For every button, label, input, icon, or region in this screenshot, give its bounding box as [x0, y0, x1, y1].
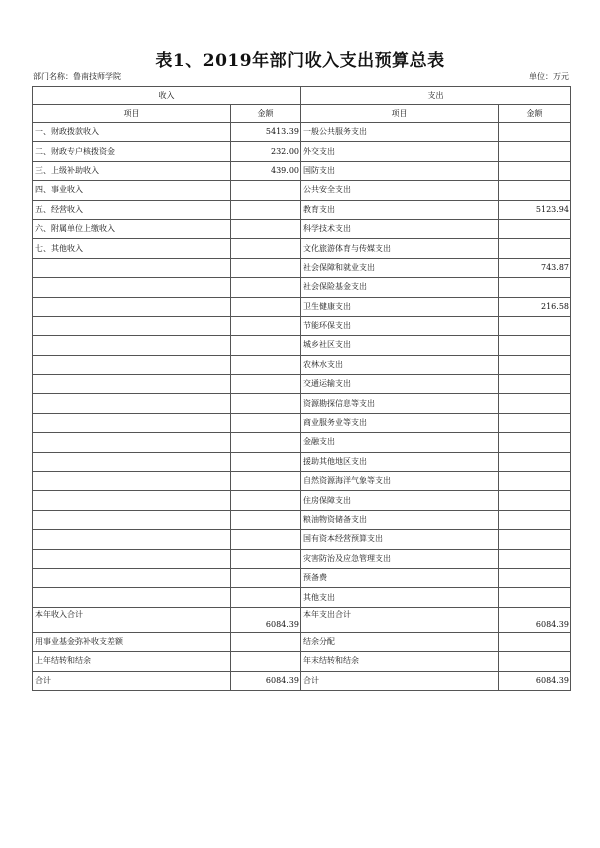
income-item-cell: 二、财政专户核拨资金 — [33, 142, 231, 161]
table-row — [33, 161, 571, 180]
expense-item-cell: 合计 — [301, 671, 499, 690]
expense-amount-cell — [499, 510, 571, 529]
table-row — [33, 278, 571, 297]
expense-item-cell: 住房保障支出 — [301, 491, 499, 510]
income-item-cell — [33, 452, 231, 471]
income-amount-cell — [231, 588, 301, 607]
expense-item-cell: 国防支出 — [301, 161, 499, 180]
expense-item-cell: 国有资本经营预算支出 — [301, 530, 499, 549]
income-amount-cell — [231, 355, 301, 374]
income-amount-cell — [231, 258, 301, 277]
expense-item-cell: 预备费 — [301, 568, 499, 587]
table-row — [33, 258, 571, 277]
table-row — [33, 239, 571, 258]
expense-item-cell: 自然资源海洋气象等支出 — [301, 472, 499, 491]
income-item-cell — [33, 375, 231, 394]
income-item-cell — [33, 355, 231, 374]
income-item-cell — [33, 588, 231, 607]
table-row — [33, 316, 571, 335]
income-item-cell: 三、上级补助收入 — [33, 161, 231, 180]
expense-item-cell: 资源勘探信息等支出 — [301, 394, 499, 413]
expense-amount-cell: 216.58 — [499, 297, 571, 316]
expense-item-cell: 农林水支出 — [301, 355, 499, 374]
budget-table — [32, 86, 571, 691]
income-item-cell: 一、财政拨款收入 — [33, 123, 231, 142]
income-item-cell — [33, 258, 231, 277]
expense-amount-cell — [499, 181, 571, 200]
table-row — [33, 394, 571, 413]
expense-amount-cell — [499, 652, 571, 671]
expense-amount-cell — [499, 549, 571, 568]
income-item-cell — [33, 297, 231, 316]
grand-total-row — [33, 671, 571, 690]
table-row — [33, 632, 571, 651]
table-row — [33, 588, 571, 607]
expense-item-cell: 科学技术支出 — [301, 219, 499, 238]
expense-item-cell: 交通运输支出 — [301, 375, 499, 394]
unit-label: 单位：万元 — [529, 72, 569, 81]
income-item-cell: 本年收入合计 — [33, 607, 231, 632]
expense-group-header: 支出 — [301, 87, 571, 105]
group-header-row — [33, 87, 571, 105]
expense-amount-cell — [499, 336, 571, 355]
income-amount-header: 金额 — [231, 105, 301, 123]
income-amount-cell — [231, 239, 301, 258]
expense-amount-cell: 743.87 — [499, 258, 571, 277]
income-amount-cell — [231, 200, 301, 219]
expense-item-cell: 外交支出 — [301, 142, 499, 161]
page-title: 表1、2019年部门收入支出预算总表 — [155, 51, 445, 71]
expense-amount-cell — [499, 161, 571, 180]
table-row — [33, 123, 571, 142]
expense-item-cell: 灾害防治及应急管理支出 — [301, 549, 499, 568]
table-row — [33, 219, 571, 238]
expense-item-cell: 金融支出 — [301, 433, 499, 452]
expense-amount-cell — [499, 123, 571, 142]
income-item-cell — [33, 549, 231, 568]
income-item-cell: 合计 — [33, 671, 231, 690]
table-row — [33, 355, 571, 374]
income-item-cell: 五、经营收入 — [33, 200, 231, 219]
expense-amount-cell: 6084.39 — [499, 607, 571, 632]
expense-item-cell: 年末结转和结余 — [301, 652, 499, 671]
income-amount-cell — [231, 452, 301, 471]
year-total-row — [33, 607, 571, 632]
expense-amount-cell — [499, 530, 571, 549]
table-row — [33, 652, 571, 671]
income-amount-cell — [231, 375, 301, 394]
table-row — [33, 297, 571, 316]
income-item-cell — [33, 413, 231, 432]
expense-item-cell: 援助其他地区支出 — [301, 452, 499, 471]
expense-item-cell: 商业服务业等支出 — [301, 413, 499, 432]
income-amount-cell — [231, 530, 301, 549]
expense-item-cell: 社会保险基金支出 — [301, 278, 499, 297]
table-row — [33, 510, 571, 529]
table-row — [33, 336, 571, 355]
table-row — [33, 433, 571, 452]
income-item-cell: 上年结转和结余 — [33, 652, 231, 671]
table-row — [33, 530, 571, 549]
budget-table-body — [33, 87, 571, 691]
income-item-cell — [33, 336, 231, 355]
income-item-cell: 七、其他收入 — [33, 239, 231, 258]
table-row — [33, 452, 571, 471]
table-row — [33, 142, 571, 161]
table-row — [33, 568, 571, 587]
expense-amount-cell — [499, 316, 571, 335]
expense-item-cell: 文化旅游体育与传媒支出 — [301, 239, 499, 258]
expense-item-cell: 社会保障和就业支出 — [301, 258, 499, 277]
income-group-header: 收入 — [33, 87, 301, 105]
income-amount-cell: 232.00 — [231, 142, 301, 161]
income-amount-cell: 6084.39 — [231, 671, 301, 690]
income-amount-cell — [231, 181, 301, 200]
expense-item-cell: 其他支出 — [301, 588, 499, 607]
expense-item-cell: 本年支出合计 — [301, 607, 499, 632]
expense-item-cell: 城乡社区支出 — [301, 336, 499, 355]
expense-amount-cell — [499, 632, 571, 651]
expense-amount-cell: 6084.39 — [499, 671, 571, 690]
table-row — [33, 472, 571, 491]
expense-amount-cell — [499, 278, 571, 297]
expense-item-cell: 教育支出 — [301, 200, 499, 219]
department-name: 部门名称：鲁南技师学院 — [33, 72, 121, 81]
expense-amount-cell — [499, 239, 571, 258]
expense-amount-cell — [499, 394, 571, 413]
income-amount-cell — [231, 433, 301, 452]
income-amount-cell — [231, 632, 301, 651]
expense-amount-cell — [499, 433, 571, 452]
expense-item-cell: 一般公共服务支出 — [301, 123, 499, 142]
expense-amount-cell — [499, 472, 571, 491]
table-row — [33, 375, 571, 394]
income-item-cell — [33, 316, 231, 335]
income-item-cell — [33, 530, 231, 549]
income-amount-cell — [231, 219, 301, 238]
expense-item-cell: 公共安全支出 — [301, 181, 499, 200]
expense-item-header: 项目 — [301, 105, 499, 123]
income-amount-cell — [231, 549, 301, 568]
income-amount-cell — [231, 510, 301, 529]
expense-amount-cell — [499, 413, 571, 432]
income-amount-cell — [231, 652, 301, 671]
income-amount-cell — [231, 413, 301, 432]
income-amount-cell — [231, 568, 301, 587]
expense-amount-cell — [499, 375, 571, 394]
table-row — [33, 413, 571, 432]
table-row — [33, 549, 571, 568]
expense-item-cell: 粮油物资储备支出 — [301, 510, 499, 529]
income-amount-cell: 6084.39 — [231, 607, 301, 632]
expense-item-cell: 卫生健康支出 — [301, 297, 499, 316]
income-amount-cell: 5413.39 — [231, 123, 301, 142]
income-amount-cell — [231, 278, 301, 297]
income-item-cell: 四、事业收入 — [33, 181, 231, 200]
table-row — [33, 200, 571, 219]
expense-amount-cell — [499, 219, 571, 238]
expense-amount-cell — [499, 452, 571, 471]
income-item-cell — [33, 510, 231, 529]
income-item-cell — [33, 568, 231, 587]
income-amount-cell — [231, 491, 301, 510]
expense-amount-cell — [499, 142, 571, 161]
expense-amount-cell: 5123.94 — [499, 200, 571, 219]
table-row — [33, 491, 571, 510]
income-amount-cell: 439.00 — [231, 161, 301, 180]
income-item-cell: 六、附属单位上缴收入 — [33, 219, 231, 238]
income-amount-cell — [231, 316, 301, 335]
income-item-cell — [33, 394, 231, 413]
expense-item-cell: 结余分配 — [301, 632, 499, 651]
table-row — [33, 181, 571, 200]
expense-amount-cell — [499, 588, 571, 607]
income-item-cell — [33, 278, 231, 297]
column-header-row — [33, 105, 571, 123]
expense-amount-cell — [499, 355, 571, 374]
income-item-cell — [33, 472, 231, 491]
income-amount-cell — [231, 336, 301, 355]
income-amount-cell — [231, 297, 301, 316]
expense-amount-cell — [499, 491, 571, 510]
income-item-cell: 用事业基金弥补收支差额 — [33, 632, 231, 651]
expense-item-cell: 节能环保支出 — [301, 316, 499, 335]
expense-amount-cell — [499, 568, 571, 587]
expense-amount-header: 金额 — [499, 105, 571, 123]
income-item-header: 项目 — [33, 105, 231, 123]
income-item-cell — [33, 491, 231, 510]
income-amount-cell — [231, 394, 301, 413]
income-item-cell — [33, 433, 231, 452]
income-amount-cell — [231, 472, 301, 491]
